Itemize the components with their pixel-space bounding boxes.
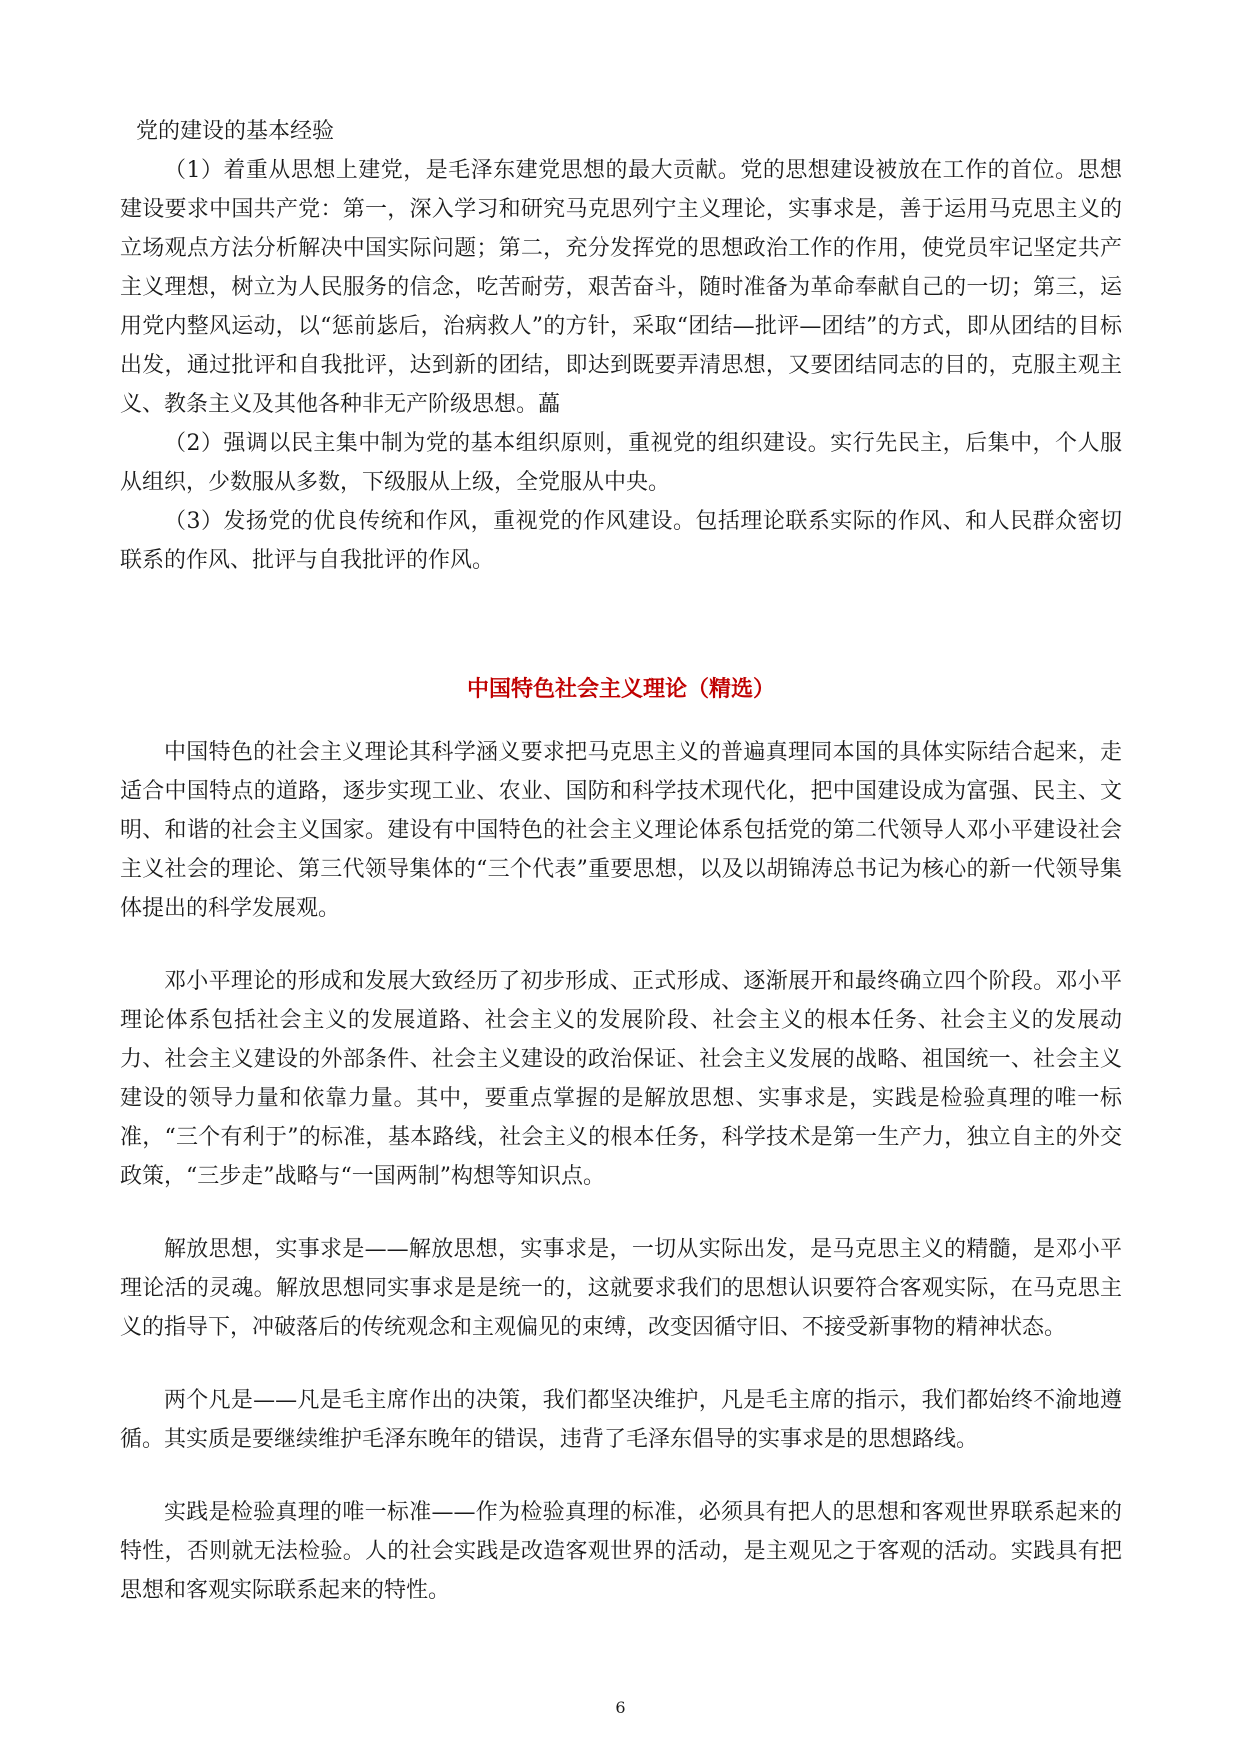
spacer <box>120 1196 1122 1230</box>
spacer <box>120 928 1122 962</box>
list-item: （3）发扬党的优良传统和作风，重视党的作风建设。包括理论联系实际的作风、和人民群众密切联系的作风、批评与自我批评的作风。 <box>120 509 1122 573</box>
list-item: （1）着重从思想上建党，是毛泽东建党思想的最大贡献。党的思想建设被放在工作的首位。思想建设要求中国共产党：第一，深入学习和研究马克思列宁主义理论，实事求是，善于运用马克思主义的立场观点方法分析解决中国实际问题；第二，充分发挥党的思想政治工作的作用，使党员牢记坚定共产主义理想，树立为人民服务的信念，吃苦耐劳，艰苦奋斗，随时准备为革命奉献自己的一切；第三，运用党内整风运动，以“惩前毖后，治病救人”的方针，采取“团结—批评—团结”的方式，即从团结的目标出发，通过批评和自我批评，达到新的团结，即达到既要弄清思想，又要团结同志的目的，克服主观主义、教条主义及其他各种非无产阶级思想。藟 <box>120 158 1122 417</box>
page-number: 6 <box>615 1698 626 1717</box>
body-paragraph: 两个凡是——凡是毛主席作出的决策，我们都坚决维护，凡是毛主席的指示，我们都始终不渝地遵循。其实质是要继续维护毛泽东晚年的错误，违背了毛泽东倡导的实事求是的思想路线。 <box>120 1388 1122 1452</box>
page-content <box>120 112 1122 1610</box>
body-paragraph: 中国特色的社会主义理论其科学涵义要求把马克思主义的普遍真理同本国的具体实际结合起来，走适合中国特点的道路，逐步实现工业、农业、国防和科学技术现代化，把中国建设成为富强、民主、文明、和谐的社会主义国家。建设有中国特色的社会主义理论体系包括党的第二代领导人邓小平建设社会主义社会的理论、第三代领导集体的“三个代表”重要思想，以及以胡锦涛总书记为核心的新一代领导集体提出的科学发展观。 <box>120 740 1122 921</box>
spacer <box>120 580 1122 670</box>
section-title: 中国特色社会主义理论（精选） <box>466 676 775 702</box>
body-paragraph: 实践是检验真理的唯一标准——作为检验真理的标准，必须具有把人的思想和客观世界联系起来的特性，否则就无法检验。人的社会实践是改造客观世界的活动，是主观见之于客观的活动。实践具有把思想和客观实际联系起来的特性。 <box>120 1500 1122 1603</box>
section-heading: 党的建设的基本经验 <box>136 119 335 144</box>
spacer <box>120 1459 1122 1493</box>
spacer <box>120 709 1122 733</box>
body-paragraph: 邓小平理论的形成和发展大致经历了初步形成、正式形成、逐渐展开和最终确立四个阶段。邓小平理论体系包括社会主义的发展道路、社会主义的发展阶段、社会主义的根本任务、社会主义的发展动力、社会主义建设的外部条件、社会主义建设的政治保证、社会主义发展的战略、祖国统一、社会主义建设的领导力量和依靠力量。其中，要重点掌握的是解放思想、实事求是，实践是检验真理的唯一标准，“三个有利于”的标准，基本路线，社会主义的根本任务，科学技术是第一生产力，独立自主的外交政策，“三步走”战略与“一国两制”构想等知识点。 <box>120 969 1122 1189</box>
spacer <box>120 1347 1122 1381</box>
body-paragraph: 解放思想，实事求是——解放思想，实事求是，一切从实际出发，是马克思主义的精髓，是邓小平理论活的灵魂。解放思想同实事求是是统一的，这就要求我们的思想认识要符合客观实际，在马克思主义的指导下，冲破落后的传统观念和主观偏见的束缚，改变因循守旧、不接受新事物的精神状态。 <box>120 1237 1122 1340</box>
list-item: （2）强调以民主集中制为党的基本组织原则，重视党的组织建设。实行先民主，后集中，个人服从组织，少数服从多数，下级服从上级，全党服从中央。 <box>120 431 1122 495</box>
